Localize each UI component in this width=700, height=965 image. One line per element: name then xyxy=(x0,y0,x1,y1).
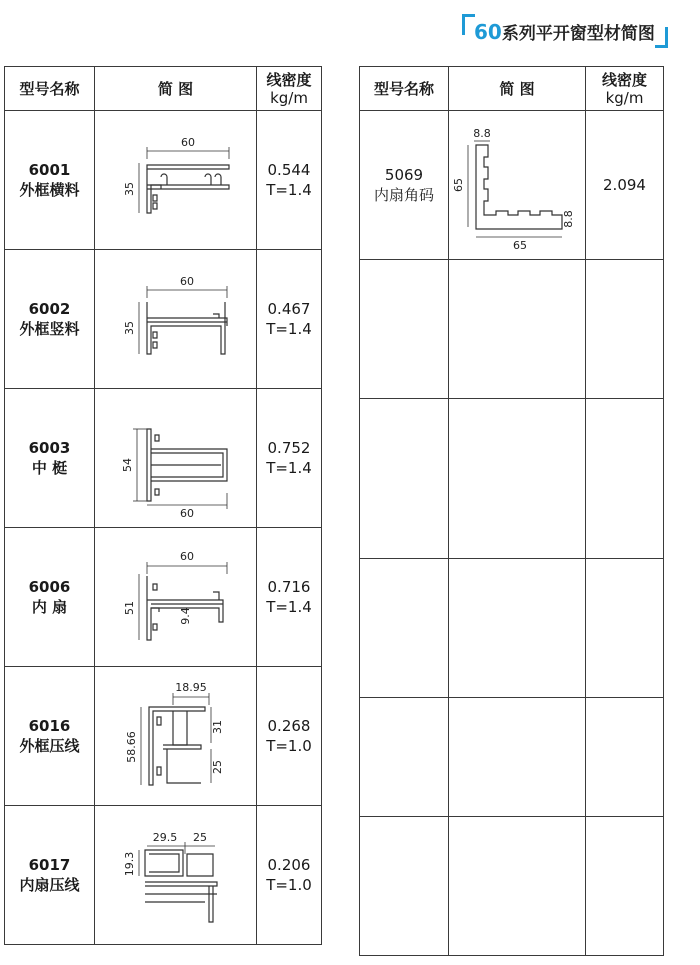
header-density-line1: 线密度 xyxy=(266,70,312,89)
header-density xyxy=(586,67,664,111)
header-model: 型号名称 xyxy=(5,67,95,111)
profile-table-left xyxy=(4,66,322,945)
model-code: 6003 xyxy=(28,439,71,457)
density-value: 0.716 xyxy=(267,578,311,596)
thickness-value: T=1.0 xyxy=(266,737,312,755)
diagram-cell xyxy=(95,806,257,945)
table-row xyxy=(5,111,322,250)
profile-6017-diagram xyxy=(101,810,251,940)
density-value: 0.544 xyxy=(267,161,311,179)
model-code: 5069 xyxy=(384,166,424,184)
dim-offset: 9.4 xyxy=(178,607,192,625)
thickness-value: T=1.4 xyxy=(266,598,312,616)
density-cell xyxy=(257,111,322,250)
dim-lower: 25 xyxy=(210,760,224,774)
header-density-unit: kg/m xyxy=(605,88,644,107)
header-density xyxy=(257,67,322,111)
table-row xyxy=(5,389,322,528)
model-name: 中 梃 xyxy=(31,459,68,477)
dim-top-width: 18.95 xyxy=(174,681,207,694)
profile-6003-diagram xyxy=(101,393,251,523)
density-cell xyxy=(257,806,322,945)
thickness-value: T=1.4 xyxy=(266,459,312,477)
dim-upper: 31 xyxy=(210,720,224,734)
header-model: 型号名称 xyxy=(360,67,449,111)
model-code: 6001 xyxy=(28,161,71,179)
model-cell xyxy=(5,528,95,667)
table-row-empty xyxy=(360,260,664,399)
diagram-cell xyxy=(95,250,257,389)
table-row xyxy=(5,250,322,389)
profile-6002-diagram xyxy=(101,254,251,384)
dim-height: 58.66 xyxy=(124,731,138,763)
table-row xyxy=(5,528,322,667)
profile-6006-diagram xyxy=(101,532,251,662)
density-cell xyxy=(257,528,322,667)
dim-top-thickness: 8.8 xyxy=(473,127,491,140)
density-value: 0.268 xyxy=(267,717,311,735)
profile-table-right xyxy=(359,66,664,956)
header-density-line1: 线密度 xyxy=(601,70,647,89)
dim-width: 60 xyxy=(179,550,194,563)
page-title-number: 60 xyxy=(474,20,502,44)
page-title-box xyxy=(462,14,668,48)
diagram-cell xyxy=(95,667,257,806)
table-row xyxy=(5,806,322,945)
page-title xyxy=(474,19,655,44)
dim-side-thickness: 8.8 xyxy=(562,210,575,228)
diagram-cell xyxy=(95,111,257,250)
model-code: 6016 xyxy=(28,717,71,735)
profile-5069-diagram xyxy=(452,115,582,255)
table-row-empty xyxy=(360,817,664,956)
dim-height: 19.3 xyxy=(122,851,136,877)
dim-height: 35 xyxy=(122,321,136,335)
dim-height: 35 xyxy=(122,182,136,196)
model-name: 内扇压线 xyxy=(19,876,80,894)
page-title-text: 系列平开窗型材简图 xyxy=(501,24,655,44)
profile-6016-diagram xyxy=(101,671,251,801)
table-row xyxy=(5,667,322,806)
model-cell xyxy=(5,667,95,806)
thickness-value: T=1.0 xyxy=(266,876,312,894)
thickness-value: T=1.4 xyxy=(266,181,312,199)
diagram-cell xyxy=(449,111,586,260)
model-cell xyxy=(5,111,95,250)
model-cell xyxy=(360,111,449,260)
model-name: 外框竖料 xyxy=(19,320,80,338)
model-cell xyxy=(5,806,95,945)
dim-height: 65 xyxy=(452,178,465,192)
density-cell xyxy=(257,667,322,806)
model-name: 外框横料 xyxy=(19,181,80,199)
density-value: 2.094 xyxy=(603,176,646,194)
density-value: 0.752 xyxy=(267,439,311,457)
dim-height: 51 xyxy=(122,601,136,615)
dim-width: 60 xyxy=(179,507,194,520)
dim-width-a: 29.5 xyxy=(152,831,177,844)
profile-6001-diagram xyxy=(101,115,251,245)
density-value: 0.467 xyxy=(267,300,311,318)
header-diagram: 简 图 xyxy=(449,67,586,111)
table-row-empty xyxy=(360,698,664,817)
table-row-empty xyxy=(360,399,664,559)
model-name: 内 扇 xyxy=(31,598,68,616)
header-diagram: 简 图 xyxy=(95,67,257,111)
model-cell xyxy=(5,250,95,389)
density-value: 0.206 xyxy=(267,856,311,874)
dim-width: 65 xyxy=(513,239,527,252)
dim-width: 60 xyxy=(180,136,195,149)
model-cell xyxy=(5,389,95,528)
diagram-cell xyxy=(95,389,257,528)
header-density-unit: kg/m xyxy=(270,88,308,107)
thickness-value: T=1.4 xyxy=(266,320,312,338)
table-row-empty xyxy=(360,559,664,698)
model-code: 6017 xyxy=(28,856,71,874)
dim-width-b: 25 xyxy=(192,831,207,844)
table-header-row xyxy=(5,67,322,111)
density-cell xyxy=(586,111,664,260)
dim-width: 60 xyxy=(179,275,194,288)
table-row xyxy=(360,111,664,260)
model-name: 内扇角码 xyxy=(373,186,434,204)
model-code: 6002 xyxy=(28,300,71,318)
dim-height: 54 xyxy=(120,458,134,472)
table-header-row xyxy=(360,67,664,111)
diagram-cell xyxy=(95,528,257,667)
density-cell xyxy=(257,389,322,528)
model-code: 6006 xyxy=(28,578,71,596)
model-name: 外框压线 xyxy=(19,737,80,755)
density-cell xyxy=(257,250,322,389)
title-bracket-bottom-right xyxy=(655,27,668,48)
